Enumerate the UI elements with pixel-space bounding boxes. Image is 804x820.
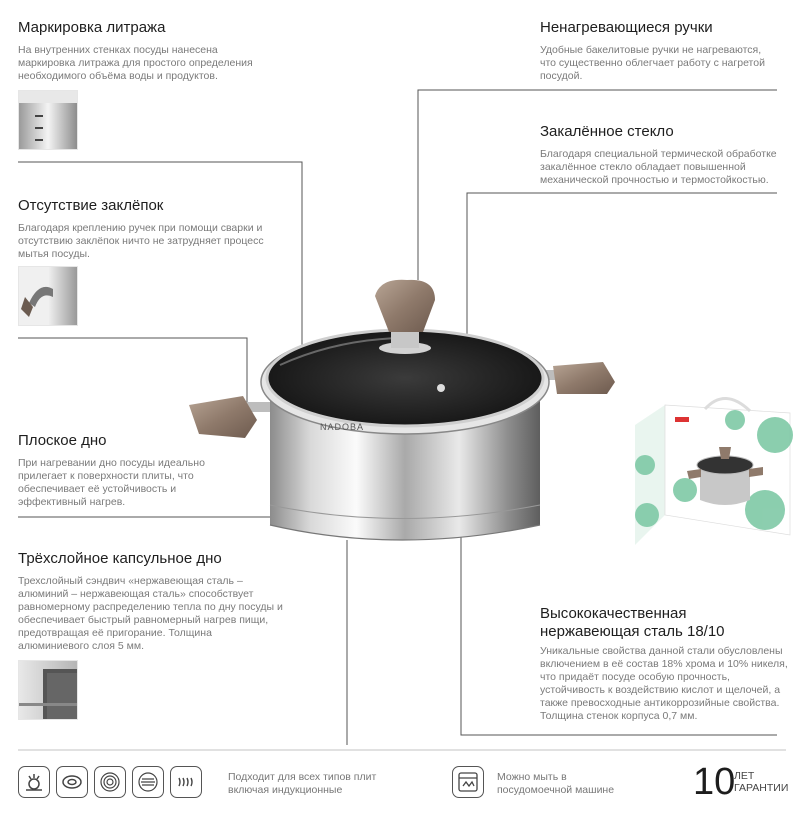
feature-no-rivets [18, 197, 283, 261]
feature-title: Отсутствие заклёпок [18, 197, 164, 214]
stoves-text: Подходит для всех типов плит включая индукционные [228, 771, 377, 796]
dishwasher-icon [452, 766, 484, 798]
warranty-text-line1: ЛЕТ [734, 770, 755, 782]
thumb-volume-marking [18, 90, 78, 150]
feature-text: При нагревании дно посуды идеально прилегает к поверхности плиты, что обеспечивает её устойчивость и эффективный нагрев. [18, 457, 205, 508]
brand-logo: NADOBA [320, 422, 365, 432]
feature-title [540, 605, 790, 641]
left-handle [189, 396, 275, 438]
feature-text: Удобные бакелитовые ручки не нагреваются, что существенно облегчает работу с нагретой посудой. [540, 44, 765, 82]
volume-marking-image [19, 91, 77, 149]
feature-text: Благодаря специальной термической обработке закалённое стекло обладает повышенной механической прочностью и термостойкостью. [540, 148, 777, 186]
feature-title: Трёхслойное капсульное дно [18, 550, 222, 567]
feature-title-line2: нержавеющая сталь 18/10 [540, 623, 725, 640]
induction-icon [170, 766, 202, 798]
feature-steel [540, 605, 790, 723]
packaging-box-image [625, 395, 795, 555]
feature-title-line1: Высококачественная [540, 605, 687, 622]
thumb-triple-bottom [18, 660, 78, 720]
saucepan-image [185, 270, 615, 570]
feature-volume-marking [18, 19, 268, 83]
glass-ceramic-icon [94, 766, 126, 798]
feature-text: На внутренних стенках посуды нанесена маркировка литража для простого определения необходимого объёма воды и продуктов. [18, 44, 253, 82]
thumb-no-rivets [18, 266, 78, 326]
feature-text: Трехслойный сэндвич «нержавеющая сталь – алюминий – нержавеющая сталь» способствует равномерному распределению тепла по дну посуды и обеспечивает быстрый равномерный нагрев пищи, предотвращая её пригорание. Толщина алюминиевого слоя 5 мм. [18, 575, 283, 652]
feature-tempered-glass [540, 123, 785, 187]
dishwasher-text: Можно мыть в посудомоечной машине [497, 771, 615, 796]
warranty-text [734, 770, 788, 794]
feature-cool-handles [540, 19, 780, 83]
feature-title: Маркировка литража [18, 19, 166, 36]
stove-icons [18, 766, 202, 798]
feature-text: Уникальные свойства данной стали обусловлены включением в её состав 18% хрома и 10% никеля, что придаёт посуде особую прочность, устойчивость к воздействию кислот и щелочей, а также превосходные антикоррозийные свойства. Толщина стенок корпуса 0,7 мм. [540, 645, 788, 722]
halogen-stove-icon [132, 766, 164, 798]
warranty-text-line2: ГАРАНТИИ [734, 782, 789, 794]
feature-text: Благодаря креплению ручек при помощи сварки и отсутствию заклёпок ничто не затрудняет процесс мытья посуды. [18, 222, 264, 260]
gas-stove-icon [18, 766, 50, 798]
triple-bottom-image [19, 661, 77, 719]
electric-stove-icon [56, 766, 88, 798]
welded-handle-image [19, 267, 77, 325]
feature-title: Плоское дно [18, 432, 107, 449]
feature-title: Закалённое стекло [540, 123, 674, 140]
feature-title: Ненагревающиеся ручки [540, 19, 713, 36]
warranty-number: 10 [693, 761, 736, 803]
